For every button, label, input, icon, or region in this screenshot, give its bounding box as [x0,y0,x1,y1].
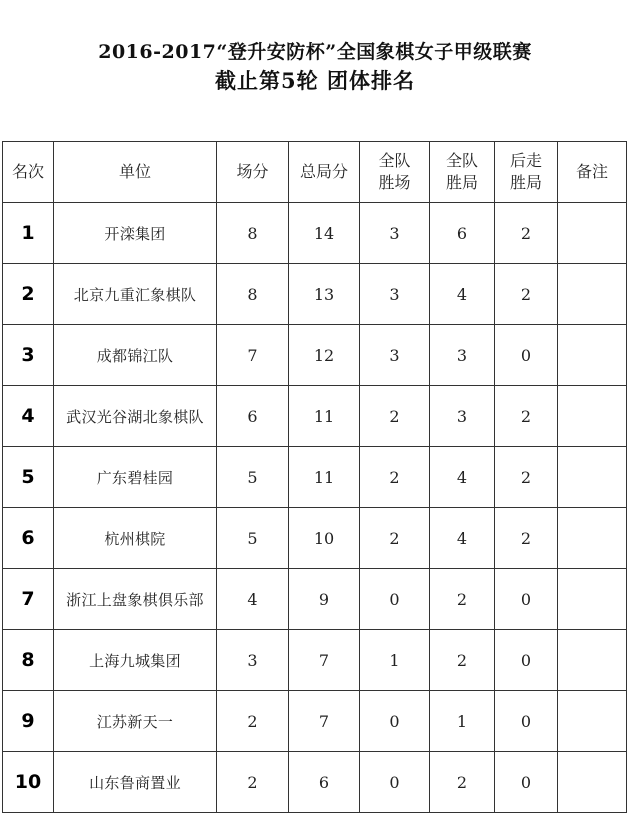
cell-total-game-points: 10 [289,508,360,569]
cell-match-points: 7 [217,325,289,386]
cell-notes [558,508,627,569]
cell-notes [558,325,627,386]
cell-notes [558,264,627,325]
header-team-match-wins: 全队 胜场 [360,142,430,203]
cell-team: 江苏新天一 [54,691,217,752]
cell-rank: 6 [3,508,54,569]
cell-team-match-wins: 0 [360,691,430,752]
cell-second-move-wins: 2 [495,386,558,447]
table-row [3,508,627,569]
header-rank: 名次 [3,142,54,203]
cell-second-move-wins: 0 [495,569,558,630]
cell-total-game-points: 9 [289,569,360,630]
cell-team-game-wins: 3 [430,386,495,447]
header-match-points: 场分 [217,142,289,203]
cell-total-game-points: 7 [289,630,360,691]
cell-notes [558,386,627,447]
header-row [3,142,627,203]
header-notes: 备注 [558,142,627,203]
cell-rank: 3 [3,325,54,386]
cell-match-points: 5 [217,447,289,508]
cell-second-move-wins: 0 [495,691,558,752]
table-header [3,142,627,203]
cell-team: 广东碧桂园 [54,447,217,508]
cell-team-match-wins: 1 [360,630,430,691]
cell-team-match-wins: 0 [360,752,430,813]
cell-rank: 9 [3,691,54,752]
cell-team: 开滦集团 [54,203,217,264]
cell-team: 杭州棋院 [54,508,217,569]
cell-second-move-wins: 0 [495,325,558,386]
cell-second-move-wins: 2 [495,264,558,325]
cell-match-points: 4 [217,569,289,630]
cell-match-points: 2 [217,752,289,813]
table-row [3,447,627,508]
cell-team-game-wins: 1 [430,691,495,752]
cell-total-game-points: 11 [289,386,360,447]
cell-team-game-wins: 6 [430,203,495,264]
cell-team-game-wins: 4 [430,264,495,325]
cell-team-game-wins: 3 [430,325,495,386]
cell-notes [558,447,627,508]
cell-notes [558,203,627,264]
cell-team: 北京九重汇象棋队 [54,264,217,325]
cell-team-match-wins: 2 [360,447,430,508]
cell-match-points: 8 [217,264,289,325]
cell-second-move-wins: 2 [495,508,558,569]
team-standings-table [2,141,627,813]
cell-team-game-wins: 4 [430,508,495,569]
cell-notes [558,569,627,630]
cell-team-game-wins: 2 [430,569,495,630]
cell-second-move-wins: 0 [495,630,558,691]
cell-team-match-wins: 3 [360,264,430,325]
cell-total-game-points: 7 [289,691,360,752]
header-team: 单位 [54,142,217,203]
cell-notes [558,752,627,813]
table-row [3,203,627,264]
table-row [3,569,627,630]
cell-total-game-points: 12 [289,325,360,386]
cell-match-points: 6 [217,386,289,447]
cell-team: 浙江上盘象棋俱乐部 [54,569,217,630]
cell-rank: 4 [3,386,54,447]
table-body [3,203,627,813]
cell-total-game-points: 6 [289,752,360,813]
cell-team-match-wins: 2 [360,508,430,569]
header-team-game-wins: 全队 胜局 [430,142,495,203]
cell-match-points: 8 [217,203,289,264]
cell-second-move-wins: 2 [495,447,558,508]
cell-total-game-points: 14 [289,203,360,264]
table-row [3,630,627,691]
table-row [3,264,627,325]
cell-team-game-wins: 4 [430,447,495,508]
table-row [3,752,627,813]
cell-rank: 10 [3,752,54,813]
cell-match-points: 5 [217,508,289,569]
cell-notes [558,630,627,691]
cell-team: 上海九城集团 [54,630,217,691]
cell-team-match-wins: 3 [360,203,430,264]
table-row [3,691,627,752]
cell-rank: 2 [3,264,54,325]
cell-match-points: 2 [217,691,289,752]
title-line-standings: 截止第5轮 团体排名 [215,68,415,93]
title-line-event: 2016-2017“登升安防杯”全国象棋女子甲级联赛 [98,41,532,63]
cell-team-game-wins: 2 [430,630,495,691]
cell-rank: 1 [3,203,54,264]
header-total-game-points: 总局分 [289,142,360,203]
cell-rank: 8 [3,630,54,691]
document-title [0,38,630,96]
table-row [3,325,627,386]
cell-notes [558,691,627,752]
header-second-move-wins: 后走 胜局 [495,142,558,203]
cell-rank: 7 [3,569,54,630]
cell-second-move-wins: 0 [495,752,558,813]
cell-team: 成都锦江队 [54,325,217,386]
cell-second-move-wins: 2 [495,203,558,264]
cell-team: 武汉光谷湖北象棋队 [54,386,217,447]
cell-rank: 5 [3,447,54,508]
cell-team: 山东鲁商置业 [54,752,217,813]
cell-team-match-wins: 0 [360,569,430,630]
cell-total-game-points: 13 [289,264,360,325]
table-row [3,386,627,447]
cell-team-match-wins: 3 [360,325,430,386]
cell-total-game-points: 11 [289,447,360,508]
cell-match-points: 3 [217,630,289,691]
cell-team-game-wins: 2 [430,752,495,813]
cell-team-match-wins: 2 [360,386,430,447]
